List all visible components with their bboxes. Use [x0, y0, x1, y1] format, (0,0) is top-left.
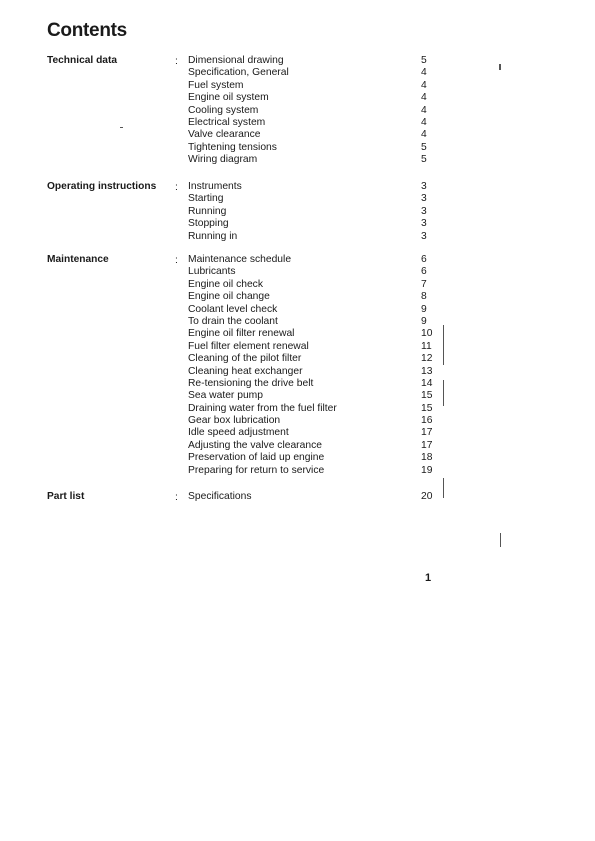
entry-page: 15	[421, 390, 433, 402]
toc-entry[interactable]	[188, 105, 438, 117]
entry-title: Coolant level check	[188, 303, 278, 315]
entry-page: 5	[421, 154, 427, 166]
entry-list	[188, 181, 438, 243]
entry-title: To drain the coolant	[188, 315, 278, 327]
entry-page: 8	[421, 291, 427, 303]
entry-page: 4	[421, 129, 427, 141]
entry-list	[188, 491, 438, 503]
entry-title: Running	[188, 205, 227, 217]
section-label: Part list	[47, 491, 85, 502]
entry-page: 3	[421, 218, 427, 230]
colon-separator: :	[175, 181, 178, 193]
entry-page: 5	[421, 55, 427, 66]
entry-list	[188, 254, 438, 477]
toc-entry[interactable]	[188, 440, 438, 452]
entry-title: Adjusting the valve clearance	[188, 439, 322, 451]
section-label: Operating instructions	[47, 181, 157, 192]
entry-page: 11	[421, 340, 432, 352]
toc-entry[interactable]	[188, 55, 438, 67]
toc-entry[interactable]	[188, 452, 438, 464]
page-number: 1	[425, 572, 432, 584]
entry-page: 7	[421, 278, 427, 290]
entry-page: 10	[421, 328, 433, 340]
entry-page: 19	[421, 464, 433, 476]
entry-title: Electrical system	[188, 116, 266, 128]
entry-title: Running in	[188, 230, 238, 242]
toc-entry[interactable]	[188, 291, 438, 303]
toc-entry[interactable]	[188, 378, 438, 390]
toc-entry[interactable]	[188, 328, 438, 340]
entry-title: Engine oil system	[188, 92, 269, 104]
scan-mark	[499, 64, 501, 70]
section-label: Technical data	[47, 55, 118, 66]
toc-entry[interactable]	[188, 67, 438, 79]
section-label: Maintenance	[47, 254, 109, 265]
entry-title: Cleaning heat exchanger	[188, 365, 303, 377]
entry-title: Starting	[188, 193, 224, 205]
entry-page: 4	[421, 116, 427, 128]
entry-title: Cleaning of the pilot filter	[188, 353, 302, 365]
entry-title: Specification, General	[188, 67, 289, 79]
toc-entry[interactable]	[188, 366, 438, 378]
colon-separator: :	[175, 254, 178, 266]
entry-title: Engine oil filter renewal	[188, 328, 295, 340]
entry-title: Re-tensioning the drive belt	[188, 377, 314, 389]
scan-mark	[120, 127, 123, 128]
entry-title: Preservation of laid up engine	[188, 452, 325, 464]
entry-page: 3	[421, 193, 427, 205]
entry-title: Sea water pump	[188, 390, 263, 402]
toc-entry[interactable]	[188, 266, 438, 278]
entry-page: 4	[421, 92, 427, 104]
entry-title: Idle speed adjustment	[188, 427, 289, 439]
entry-title: Tightening tensions	[188, 141, 277, 153]
toc-entry[interactable]	[188, 403, 438, 415]
entry-page: 17	[421, 427, 433, 439]
entry-page: 13	[421, 365, 433, 377]
toc-entry[interactable]	[188, 427, 438, 439]
toc-entry[interactable]	[188, 129, 438, 141]
scan-mark	[443, 478, 444, 498]
toc-entry[interactable]	[188, 491, 438, 503]
toc-entry[interactable]	[188, 341, 438, 353]
toc-entry[interactable]	[188, 231, 438, 243]
entry-page: 3	[421, 205, 427, 217]
entry-page: 17	[421, 439, 433, 451]
entry-title: Dimensional drawing	[188, 55, 284, 66]
toc-entry[interactable]	[188, 415, 438, 427]
toc-entry[interactable]	[188, 193, 438, 205]
entry-title: Fuel filter element renewal	[188, 340, 309, 352]
toc-entry[interactable]	[188, 117, 438, 129]
entry-page: 4	[421, 79, 427, 91]
toc-entry[interactable]	[188, 390, 438, 402]
toc-entry[interactable]	[188, 181, 438, 193]
toc-entry[interactable]	[188, 279, 438, 291]
entry-page: 4	[421, 67, 427, 79]
toc-entry[interactable]	[188, 92, 438, 104]
entry-page: 14	[421, 377, 433, 389]
entry-page: 15	[421, 402, 433, 414]
toc-entry[interactable]	[188, 304, 438, 316]
colon-separator: :	[175, 491, 178, 503]
scan-mark	[443, 380, 444, 406]
entry-title: Engine oil change	[188, 291, 270, 303]
toc-entry[interactable]	[188, 142, 438, 154]
entry-title: Preparing for return to service	[188, 464, 325, 476]
toc-entry[interactable]	[188, 353, 438, 365]
entry-title: Draining water from the fuel filter	[188, 402, 337, 414]
toc-entry[interactable]	[188, 316, 438, 328]
entry-page: 3	[421, 181, 427, 192]
toc-entry[interactable]	[188, 465, 438, 477]
entry-page: 6	[421, 266, 427, 278]
entry-page: 9	[421, 303, 427, 315]
entry-title: Fuel system	[188, 79, 244, 91]
entry-page: 16	[421, 415, 433, 427]
entry-title: Maintenance schedule	[188, 254, 292, 265]
toc-entry[interactable]	[188, 154, 438, 166]
entry-page: 4	[421, 104, 427, 116]
entry-title: Instruments	[188, 181, 242, 192]
entry-page: 20	[421, 491, 433, 502]
entry-title: Stopping	[188, 218, 229, 230]
toc-entry[interactable]	[188, 206, 438, 218]
colon-separator: :	[175, 55, 178, 67]
entry-page: 9	[421, 315, 427, 327]
entry-title: Lubricants	[188, 266, 236, 278]
entry-page: 6	[421, 254, 427, 265]
toc-entry[interactable]	[188, 218, 438, 230]
entry-page: 5	[421, 141, 427, 153]
entry-title: Cooling system	[188, 104, 259, 116]
entry-list	[188, 55, 438, 167]
entry-page: 18	[421, 452, 433, 464]
scan-mark	[443, 325, 444, 365]
entry-title: Valve clearance	[188, 129, 261, 141]
entry-title: Engine oil check	[188, 278, 263, 290]
entry-title: Wiring diagram	[188, 154, 258, 166]
entry-title: Specifications	[188, 491, 252, 502]
toc-entry[interactable]	[188, 254, 438, 266]
entry-page: 3	[421, 230, 427, 242]
page-title: Contents	[47, 20, 127, 41]
scan-mark	[500, 533, 501, 547]
entry-title: Gear box lubrication	[188, 415, 281, 427]
toc-entry[interactable]	[188, 80, 438, 92]
entry-page: 12	[421, 353, 433, 365]
